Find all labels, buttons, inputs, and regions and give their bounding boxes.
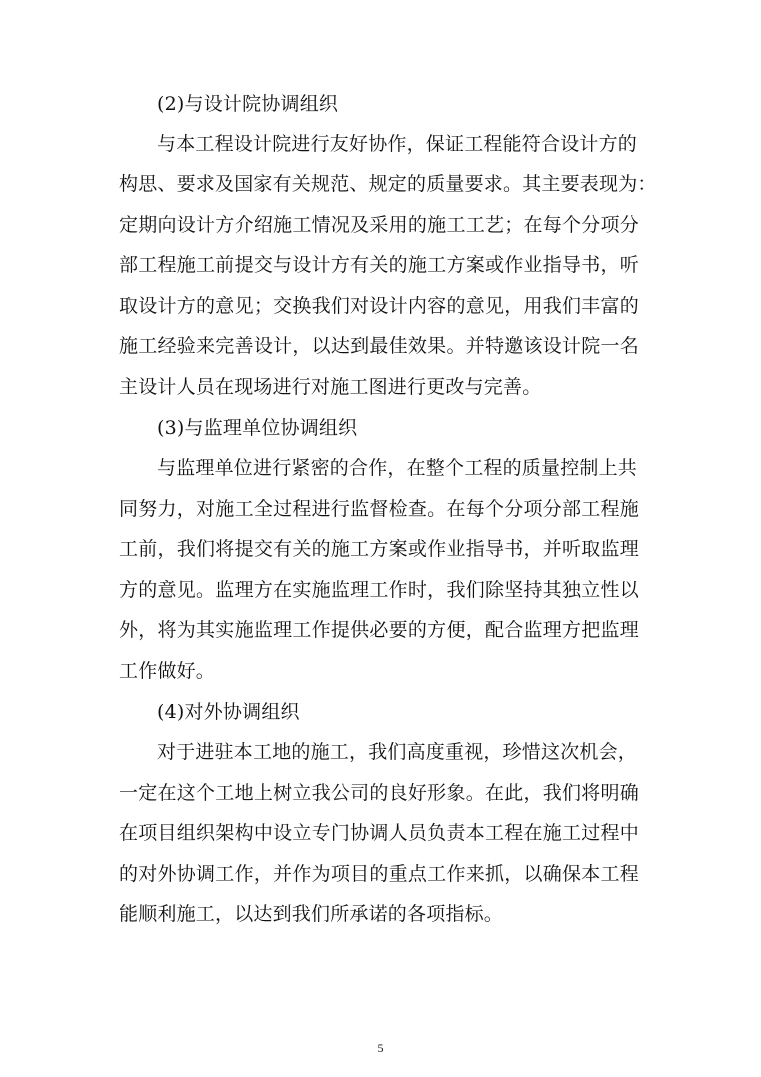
paragraph-line: 与监理单位进行紧密的合作，在整个工程的质量控制上共 — [157, 457, 638, 479]
paragraph-line: 部工程施工前提交与设计方有关的施工方案或作业指导书，听 — [119, 254, 639, 276]
paragraph-line: 构思、要求及国家有关规范、规定的质量要求。其主要表现为： — [119, 173, 657, 195]
paragraph-line: 施工经验来完善设计，以达到最佳效果。并特邀该设计院一名 — [119, 335, 639, 357]
paragraph-line: 主设计人员在现场进行对施工图进行更改与完善。 — [119, 376, 542, 398]
paragraph-line: 与本工程设计院进行友好协作，保证工程能符合设计方的 — [157, 133, 638, 155]
paragraph-line: 外，将为其实施监理工作提供必要的方便，配合监理方把监理 — [119, 619, 639, 641]
paragraph-line: 能顺利施工，以达到我们所承诺的各项指标。 — [119, 903, 504, 925]
paragraph-line: 工前，我们将提交有关的施工方案或作业指导书，并听取监理 — [119, 538, 639, 560]
paragraph-line: 的对外协调工作，并作为项目的重点工作来抓，以确保本工程 — [119, 863, 639, 885]
paragraph-line: 定期向设计方介绍施工情况及采用的施工工艺；在每个分项分 — [119, 214, 639, 236]
paragraph-line: 一定在这个工地上树立我公司的良好形象。在此，我们将明确 — [119, 782, 639, 804]
paragraph-line: 同努力，对施工全过程进行监督检查。在每个分项分部工程施 — [119, 498, 639, 520]
paragraph-line: 在项目组织架构中设立专门协调人员负责本工程在施工过程中 — [119, 822, 639, 844]
page-number: 5 — [377, 1041, 384, 1055]
paragraph-line: 取设计方的意见；交换我们对设计内容的意见，用我们丰富的 — [119, 295, 639, 317]
paragraph-line: 对于进驻本工地的施工，我们高度重视，珍惜这次机会， — [157, 741, 638, 763]
paragraph-line: 方的意见。监理方在实施监理工作时，我们除坚持其独立性以 — [119, 579, 639, 601]
section-heading: (3)与监理单位协调组织 — [157, 417, 358, 439]
paragraph-line: 工作做好。 — [119, 660, 216, 682]
section-heading: (4)对外协调组织 — [157, 701, 300, 723]
section-heading: (2)与设计院协调组织 — [157, 93, 339, 115]
